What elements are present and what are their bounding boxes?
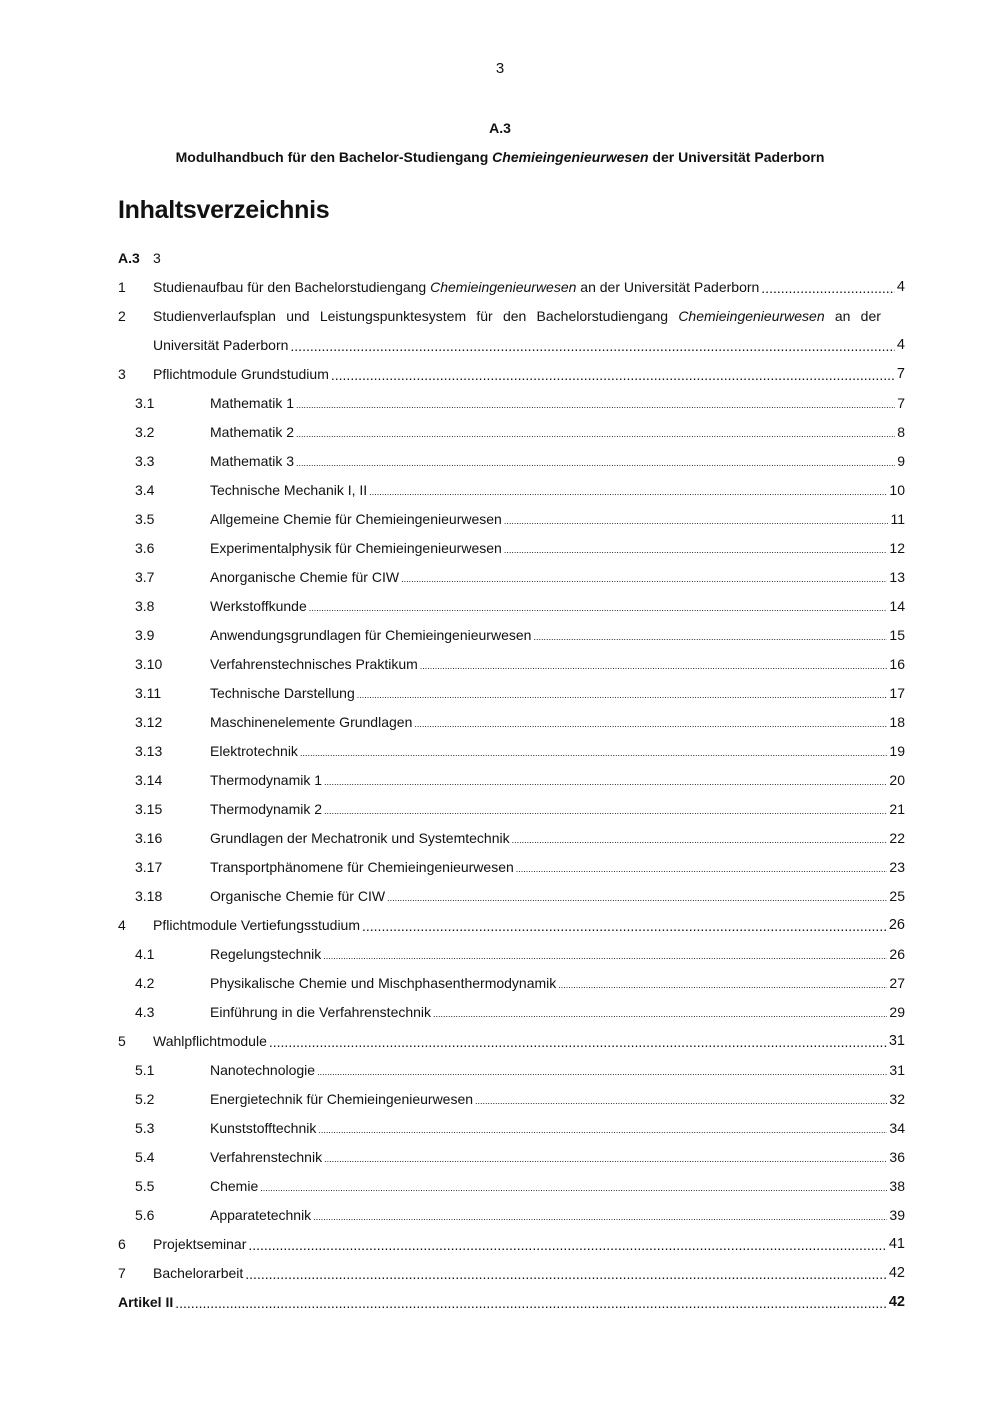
- toc-entry-word: der: [860, 307, 881, 324]
- toc-entry-label-italic: Chemieingenieurwesen: [430, 278, 577, 295]
- toc-entry-word: Leistungspunktesystem: [319, 307, 467, 324]
- toc-entry-page: 9: [897, 452, 905, 469]
- toc-entry-label: Wahlpflichtmodule: [153, 1032, 267, 1049]
- toc-leader-dots: [761, 280, 895, 296]
- toc-leader-dots: [420, 661, 888, 671]
- toc-entry-label: 3: [153, 249, 161, 266]
- toc-entry-label: Physikalische Chemie und Mischphasenthermodynamik: [210, 974, 557, 991]
- toc-entry-number: 3.16: [135, 829, 163, 846]
- toc-entry-page: 27: [889, 974, 905, 991]
- toc-entry-label: Elektrotechnik: [210, 742, 298, 759]
- toc-subsection-3-12[interactable]: [118, 707, 905, 736]
- toc-entry-page: 4: [896, 336, 905, 353]
- toc-subsection-3-13[interactable]: [118, 736, 905, 765]
- toc-entry-page: 42: [888, 1264, 905, 1281]
- toc-subsection-4-2[interactable]: [118, 968, 905, 997]
- toc-title: Inhaltsverzeichnis: [118, 196, 330, 224]
- toc-leader-dots: [433, 1009, 887, 1019]
- toc-entry-label: Experimentalphysik für Chemieingenieurwesen: [210, 539, 502, 556]
- page-number: 3: [495, 60, 505, 77]
- toc-entry-label: Mathematik 2: [210, 423, 295, 440]
- toc-leader-dots: [512, 835, 888, 845]
- toc-entry-page: 31: [888, 1032, 905, 1049]
- toc-leader-dots: [248, 1237, 886, 1253]
- toc-leader-dots: [296, 429, 895, 439]
- toc-entry-label: Technische Darstellung: [210, 684, 355, 701]
- toc-entry-page: 38: [889, 1177, 905, 1194]
- toc-subsection-3-9[interactable]: [118, 620, 905, 649]
- toc-entry-label: Nanotechnologie: [210, 1061, 316, 1078]
- toc-leader-dots: [309, 603, 888, 613]
- toc-entry-number: 5.6: [135, 1206, 155, 1223]
- toc-subsection-5-3[interactable]: [118, 1113, 905, 1142]
- toc-leader-dots: [318, 1125, 887, 1135]
- toc-entry-page: 11: [890, 510, 905, 527]
- toc-subsection-3-6[interactable]: [118, 533, 905, 562]
- toc-entry-label: Artikel II: [118, 1293, 174, 1310]
- toc-entry-number: A.3: [118, 249, 140, 266]
- toc-entry-page: 41: [888, 1235, 905, 1252]
- toc-entry-label: Technische Mechanik I, II: [210, 481, 368, 498]
- toc-subsection-3-4[interactable]: [118, 475, 905, 504]
- toc-subsection-5-4[interactable]: [118, 1142, 905, 1171]
- toc-entry-number: 4.2: [135, 974, 155, 991]
- toc-entry-page: 25: [889, 887, 905, 904]
- toc-entry-word: und: [286, 307, 310, 324]
- toc-entry-label: Verfahrenstechnik: [210, 1148, 323, 1165]
- toc-entry-label: Anorganische Chemie für CIW: [210, 568, 400, 585]
- toc-entry-number: 3.10: [135, 655, 163, 672]
- toc-entry-word: Chemieingenieurwesen: [678, 307, 825, 324]
- toc-entry-number: 6: [118, 1235, 126, 1252]
- toc-entry-label: Pflichtmodule Vertiefungsstudium: [153, 916, 360, 933]
- toc-entry-label: Projektseminar: [153, 1235, 247, 1252]
- toc-leader-dots: [324, 806, 887, 816]
- toc-entry-a3[interactable]: [118, 243, 905, 272]
- toc-entry-number: 3: [118, 365, 126, 382]
- toc-leader-dots: [504, 516, 889, 526]
- toc-entry-number: 3.11: [135, 684, 162, 701]
- toc-entry-page: 20: [889, 771, 905, 788]
- toc-leader-dots: [317, 1067, 887, 1077]
- toc-section-5[interactable]: [118, 1026, 905, 1055]
- toc-entry-label: Mathematik 1: [210, 394, 295, 411]
- toc-entry-2-line1[interactable]: [118, 301, 905, 330]
- toc-entry-page: 18: [889, 713, 905, 730]
- toc-entry-page: 14: [889, 597, 905, 614]
- toc-entry-label: Thermodynamik 1: [210, 771, 323, 788]
- toc-section-6[interactable]: [118, 1229, 905, 1258]
- toc-section-3[interactable]: [118, 359, 905, 388]
- toc-leader-dots: [296, 400, 895, 410]
- toc-leader-dots: [324, 1154, 887, 1164]
- toc-leader-dots: [269, 1034, 887, 1050]
- toc-subsection-3-14[interactable]: [118, 765, 905, 794]
- toc-entry-page: 39: [889, 1206, 905, 1223]
- toc-entry-artikel-ii[interactable]: [118, 1287, 905, 1316]
- toc-subsection-3-2[interactable]: [118, 417, 905, 446]
- toc-leader-dots: [533, 632, 887, 642]
- toc-entry-page: 29: [889, 1003, 905, 1020]
- toc-entry-number: 3.3: [135, 452, 155, 469]
- toc-entry-number: 3.13: [135, 742, 163, 759]
- toc-leader-dots: [296, 458, 895, 468]
- toc-entry-number: 5.4: [135, 1148, 155, 1165]
- toc-subsection-3-10[interactable]: [118, 649, 905, 678]
- table-of-contents: [118, 243, 905, 1316]
- toc-entry-number: 3.5: [135, 510, 155, 527]
- toc-entry-page: 21: [889, 800, 905, 817]
- toc-entry-label: Apparatetechnik: [210, 1206, 312, 1223]
- toc-entry-number: 3.7: [135, 568, 155, 585]
- toc-entry-word: an: [834, 307, 851, 324]
- toc-leader-dots: [245, 1266, 887, 1282]
- toc-entry-label: Werkstoffkunde: [210, 597, 307, 614]
- toc-entry-page: 19: [889, 742, 905, 759]
- toc-entry-label: Einführung in die Verfahrenstechnik: [210, 1003, 432, 1020]
- toc-entry-page: 17: [889, 684, 905, 701]
- subtitle-text-after: der Universität Paderborn: [648, 149, 825, 165]
- toc-subsection-4-1[interactable]: [118, 939, 905, 968]
- toc-entry-1[interactable]: [118, 272, 905, 301]
- toc-leader-dots: [387, 893, 887, 903]
- toc-leader-dots: [313, 1212, 887, 1222]
- toc-entry-number: 5.1: [135, 1061, 155, 1078]
- toc-entry-page: 7: [896, 365, 905, 382]
- toc-entry-label: Regelungstechnik: [210, 945, 322, 962]
- toc-subsection-4-3[interactable]: [118, 997, 905, 1026]
- toc-leader-dots: [504, 545, 888, 555]
- toc-section-4[interactable]: [118, 910, 905, 939]
- toc-entry-label: Anwendungsgrundlagen für Chemieingenieurwesen: [210, 626, 532, 643]
- toc-leader-dots: [362, 918, 887, 934]
- toc-entry-number: 5.5: [135, 1177, 155, 1194]
- toc-entry-number: 5.2: [135, 1090, 155, 1107]
- toc-entry-number: 3.15: [135, 800, 163, 817]
- toc-entry-label: Organische Chemie für CIW: [210, 887, 386, 904]
- section-heading: A.3: [489, 120, 511, 136]
- toc-entry-number: 3.6: [135, 539, 155, 556]
- toc-subsection-3-8[interactable]: [118, 591, 905, 620]
- toc-subsection-5-6[interactable]: [118, 1200, 905, 1229]
- toc-entry-label-before: Studienaufbau für den Bachelorstudiengang: [153, 278, 431, 295]
- toc-entry-number: 4: [118, 916, 126, 933]
- toc-subsection-3-18[interactable]: [118, 881, 905, 910]
- toc-entry-label: Energietechnik für Chemieingenieurwesen: [210, 1090, 474, 1107]
- toc-subsection-5-5[interactable]: [118, 1171, 905, 1200]
- toc-entry-label-after: an der Universität Paderborn: [576, 278, 760, 295]
- toc-subsection-3-17[interactable]: [118, 852, 905, 881]
- toc-leader-dots: [175, 1295, 887, 1311]
- toc-subsection-3-1[interactable]: [118, 388, 905, 417]
- toc-entry-number: 3.2: [135, 423, 155, 440]
- toc-entry-label: Allgemeine Chemie für Chemieingenieurwesen: [210, 510, 502, 527]
- toc-subsection-3-11[interactable]: [118, 678, 905, 707]
- toc-entry-number: 3.4: [135, 481, 155, 498]
- subtitle-program-name: Chemieingenieurwesen: [492, 149, 649, 165]
- toc-entry-number: 5: [118, 1032, 126, 1049]
- toc-subsection-5-1[interactable]: [118, 1055, 905, 1084]
- toc-entry-label: Thermodynamik 2: [210, 800, 323, 817]
- toc-entry-word: für: [476, 307, 493, 324]
- toc-subsection-5-2[interactable]: [118, 1084, 905, 1113]
- toc-entry-page: 8: [897, 423, 905, 440]
- toc-entry-label: Verfahrenstechnisches Praktikum: [210, 655, 418, 672]
- toc-sections: [118, 359, 905, 1287]
- toc-entry-number: 3.17: [135, 858, 163, 875]
- toc-entry-label: Grundlagen der Mechatronik und Systemtechnik: [210, 829, 510, 846]
- toc-entry-number: 3.14: [135, 771, 163, 788]
- toc-leader-dots: [414, 719, 887, 729]
- toc-entry-number: 3.8: [135, 597, 155, 614]
- toc-entry-word: Bachelorstudiengang: [536, 307, 669, 324]
- subtitle-text-before: Modulhandbuch für den Bachelor-Studiengang: [175, 149, 493, 165]
- toc-entry-number: 1: [118, 278, 126, 295]
- toc-entry-number: 3.12: [135, 713, 163, 730]
- toc-entry-number: 2: [118, 307, 126, 324]
- toc-entry-label: Maschinenelemente Grundlagen: [210, 713, 413, 730]
- toc-leader-dots: [357, 690, 888, 700]
- toc-entry-2-line2[interactable]: [118, 330, 905, 359]
- toc-entry-number: 3.1: [135, 394, 155, 411]
- toc-entry-label: Bachelorarbeit: [153, 1264, 244, 1281]
- toc-subsection-3-5[interactable]: [118, 504, 905, 533]
- toc-entry-page: 26: [889, 945, 905, 962]
- toc-leader-dots: [290, 338, 895, 354]
- toc-subsection-3-15[interactable]: [118, 794, 905, 823]
- toc-entry-number: 7: [118, 1264, 126, 1281]
- toc-entry-page: 31: [889, 1061, 905, 1078]
- toc-entry-word: Studienverlaufsplan: [153, 307, 276, 324]
- toc-entry-page: 13: [889, 568, 905, 585]
- toc-entry-page: 34: [889, 1119, 905, 1136]
- toc-leader-dots: [300, 748, 887, 758]
- toc-entry-label: Chemie: [210, 1177, 259, 1194]
- toc-leader-dots: [323, 951, 887, 961]
- toc-leader-dots: [516, 864, 888, 874]
- toc-entry-label: [153, 279, 759, 295]
- toc-leader-dots: [324, 777, 887, 787]
- toc-entry-page: 42: [888, 1293, 905, 1310]
- toc-entry-label-line1: [153, 308, 905, 324]
- toc-entry-page: 15: [889, 626, 905, 643]
- toc-entry-page: 22: [889, 829, 905, 846]
- toc-entry-page: 16: [889, 655, 905, 672]
- toc-entry-number: 4.3: [135, 1003, 155, 1020]
- toc-entry-page: 36: [889, 1148, 905, 1165]
- toc-entry-number: 4.1: [135, 945, 155, 962]
- toc-entry-number: 3.18: [135, 887, 163, 904]
- toc-entry-page: 12: [889, 539, 905, 556]
- toc-entry-label: Transportphänomene für Chemieingenieurwesen: [210, 858, 514, 875]
- document-subtitle: [0, 149, 1000, 165]
- toc-entry-label: Pflichtmodule Grundstudium: [153, 365, 329, 382]
- toc-leader-dots: [369, 487, 887, 497]
- toc-entry-word: den: [502, 307, 527, 324]
- toc-leader-dots: [558, 980, 887, 990]
- toc-entry-label-line2: Universität Paderborn: [153, 336, 289, 353]
- toc-entry-label: Mathematik 3: [210, 452, 295, 469]
- toc-leader-dots: [331, 367, 895, 383]
- toc-leader-dots: [401, 574, 887, 584]
- toc-subsection-3-3[interactable]: [118, 446, 905, 475]
- toc-entry-page: 4: [896, 278, 905, 295]
- toc-leader-dots: [260, 1183, 887, 1193]
- toc-section-7[interactable]: [118, 1258, 905, 1287]
- toc-entry-page: 7: [897, 394, 905, 411]
- toc-entry-page: 32: [889, 1090, 905, 1107]
- toc-entry-label: Kunststofftechnik: [210, 1119, 317, 1136]
- toc-entry-page: 10: [889, 481, 905, 498]
- toc-entry-page: 23: [889, 858, 905, 875]
- toc-leader-dots: [475, 1096, 887, 1106]
- toc-entry-number: 5.3: [135, 1119, 155, 1136]
- toc-entry-page: 26: [888, 916, 905, 933]
- toc-entry-number: 3.9: [135, 626, 155, 643]
- toc-subsection-3-7[interactable]: [118, 562, 905, 591]
- toc-subsection-3-16[interactable]: [118, 823, 905, 852]
